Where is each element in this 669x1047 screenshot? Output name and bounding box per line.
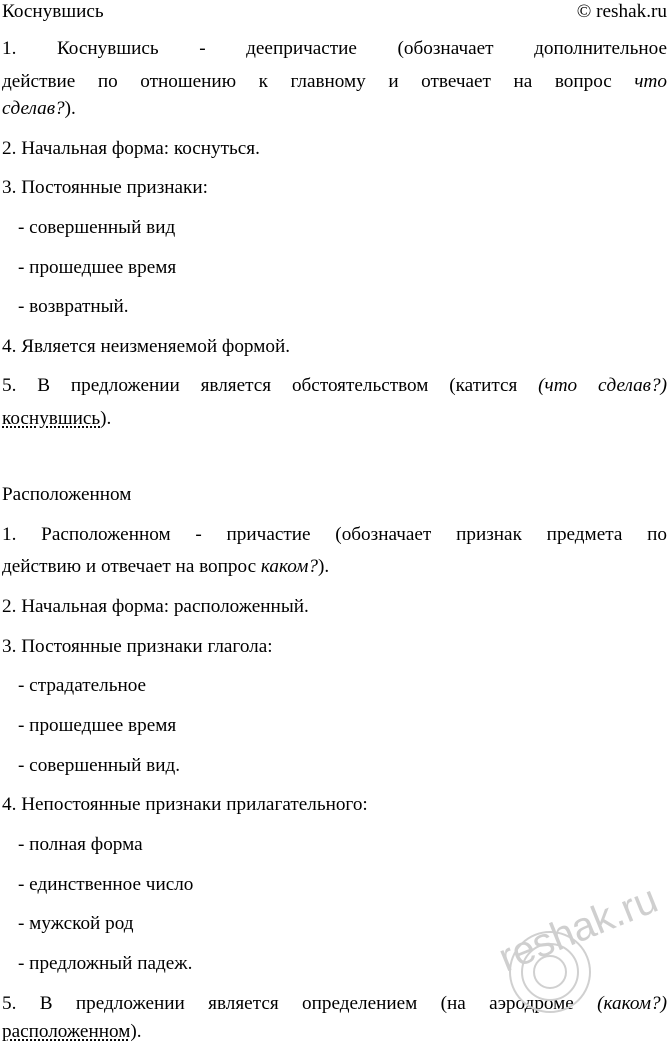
s1-p3-item: - возвратный. bbox=[18, 296, 129, 317]
s2-p4-item: - предложный падеж. bbox=[18, 953, 193, 974]
s2-p3: 3. Постоянные признаки глагола: bbox=[2, 636, 273, 657]
s1-p1-line3: сделав?). bbox=[2, 98, 76, 119]
s2-p2: 2. Начальная форма: расположенный. bbox=[2, 596, 309, 617]
s1-p5-line1: 5. В предложении является обстоятельством (катится (что сделав?) bbox=[2, 375, 667, 396]
s2-p5-line1: 5. В предложении является определением (на аэродроме (каком?) bbox=[2, 993, 667, 1014]
s2-p4-item: - полная форма bbox=[18, 834, 143, 855]
section-title-2: Расположенном bbox=[2, 484, 132, 505]
s1-p5-line2: коснувшись). bbox=[2, 408, 112, 429]
s2-p3-item: - совершенный вид. bbox=[18, 755, 181, 776]
site-credit: © reshak.ru bbox=[576, 1, 667, 22]
s1-p3: 3. Постоянные признаки: bbox=[2, 177, 208, 198]
s2-p4: 4. Непостоянные признаки прилагательного: bbox=[2, 794, 368, 815]
s1-p1-line1: 1. Коснувшись - деепричастие (обозначает дополнительное bbox=[2, 38, 667, 59]
s2-p4-item: - единственное число bbox=[18, 874, 194, 895]
s1-p3-item: - совершенный вид bbox=[18, 217, 176, 238]
s2-p3-item: - страдательное bbox=[18, 675, 147, 696]
s1-p3-item: - прошедшее время bbox=[18, 257, 177, 278]
section-title-1: Коснувшись bbox=[2, 1, 104, 22]
s2-p1-line2: действию и отвечает на вопрос каком?). bbox=[2, 556, 330, 577]
s1-p2: 2. Начальная форма: коснуться. bbox=[2, 138, 260, 159]
s1-p1-line2: действие по отношению к главному и отвечает на вопрос что bbox=[2, 71, 667, 92]
s2-p5-line2: расположенном). bbox=[2, 1021, 142, 1042]
s2-p4-item: - мужской род bbox=[18, 913, 134, 934]
s2-p3-item: - прошедшее время bbox=[18, 715, 177, 736]
watermark-text: reshak.ru bbox=[492, 877, 664, 981]
s2-p1-line1: 1. Расположенном - причастие (обозначает признак предмета по bbox=[2, 524, 667, 545]
s1-p4: 4. Является неизменяемой формой. bbox=[2, 336, 291, 357]
